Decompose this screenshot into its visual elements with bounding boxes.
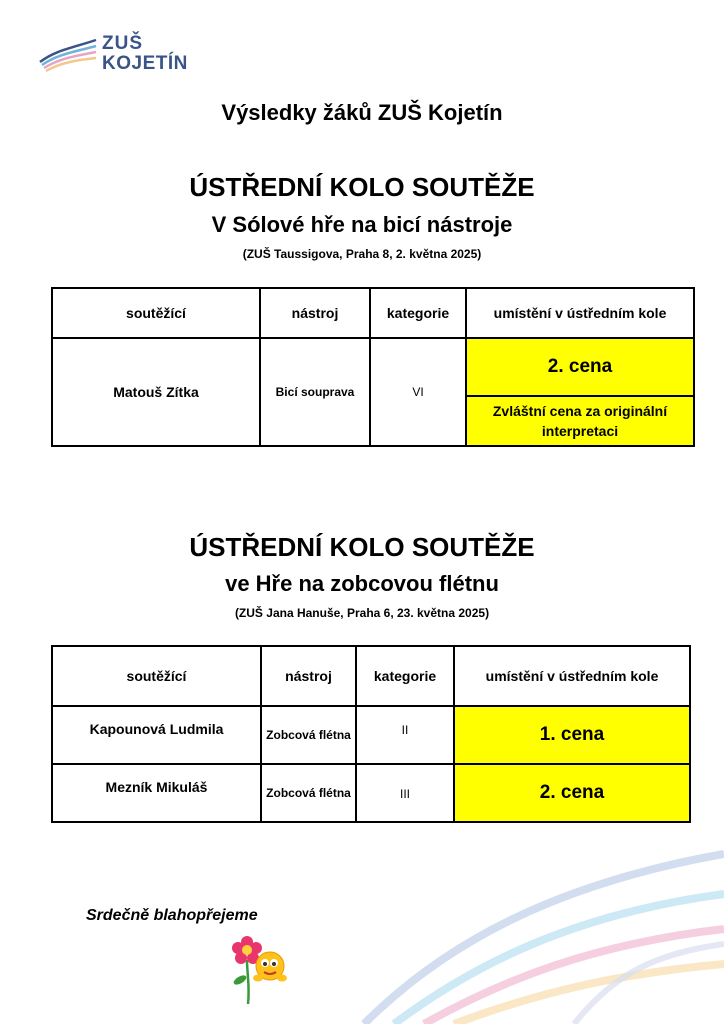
header-category: kategorie	[356, 646, 454, 706]
contestant-name: Mezník Mikuláš	[52, 764, 261, 822]
section1-round-title: ÚSTŘEDNÍ KOLO SOUTĚŽE	[189, 172, 535, 202]
placement: 2. cena	[466, 338, 694, 396]
table-header-row	[52, 646, 690, 706]
logo-text-line2: KOJETÍN	[102, 53, 188, 74]
table-row	[52, 706, 690, 764]
header-contestant: soutěžící	[52, 288, 260, 338]
contestant-name: Matouš Zítka	[52, 338, 260, 446]
category: VI	[370, 338, 466, 446]
zus-logo-waves-icon	[38, 36, 100, 72]
placement: 2. cena	[454, 764, 690, 822]
contestant-name: Kapounová Ludmila	[52, 706, 261, 764]
special-award: Zvláštní cena za originální interpretaci	[466, 396, 694, 446]
section1-results-table	[51, 287, 695, 447]
flower-smiley-icon	[228, 934, 294, 1006]
instrument: Bicí souprava	[260, 338, 370, 446]
header-instrument: nástroj	[261, 646, 356, 706]
section1-venue: (ZUŠ Taussigova, Praha 8, 2. května 2025)	[242, 247, 482, 261]
header-instrument: nástroj	[260, 288, 370, 338]
placement: 1. cena	[454, 706, 690, 764]
section2-results-table	[51, 645, 691, 823]
section2-venue: (ZUŠ Jana Hanuše, Praha 6, 23. května 2025)	[234, 606, 490, 620]
section2-competition: ve Hře na zobcovou flétnu	[225, 571, 499, 596]
table-header-row	[52, 288, 694, 338]
instrument: Zobcová flétna	[261, 706, 356, 764]
section1-competition: V Sólové hře na bicí nástroje	[211, 212, 513, 237]
page-title: Výsledky žáků ZUŠ Kojetín	[221, 100, 503, 125]
school-logo	[38, 32, 198, 80]
category: III	[356, 764, 454, 822]
instrument: Zobcová flétna	[261, 764, 356, 822]
table-row	[52, 338, 694, 396]
section2-round-title: ÚSTŘEDNÍ KOLO SOUTĚŽE	[189, 532, 535, 562]
header-placement: umístění v ústředním kole	[454, 646, 690, 706]
decorative-book-waves-icon	[354, 824, 724, 1024]
header-placement: umístění v ústředním kole	[466, 288, 694, 338]
header-category: kategorie	[370, 288, 466, 338]
header-contestant: soutěžící	[52, 646, 261, 706]
table-row	[52, 764, 690, 822]
category: II	[356, 706, 454, 764]
logo-text-line1: ZUŠ	[102, 33, 143, 54]
congratulations-text: Srdečně blahopřejeme	[86, 907, 258, 924]
